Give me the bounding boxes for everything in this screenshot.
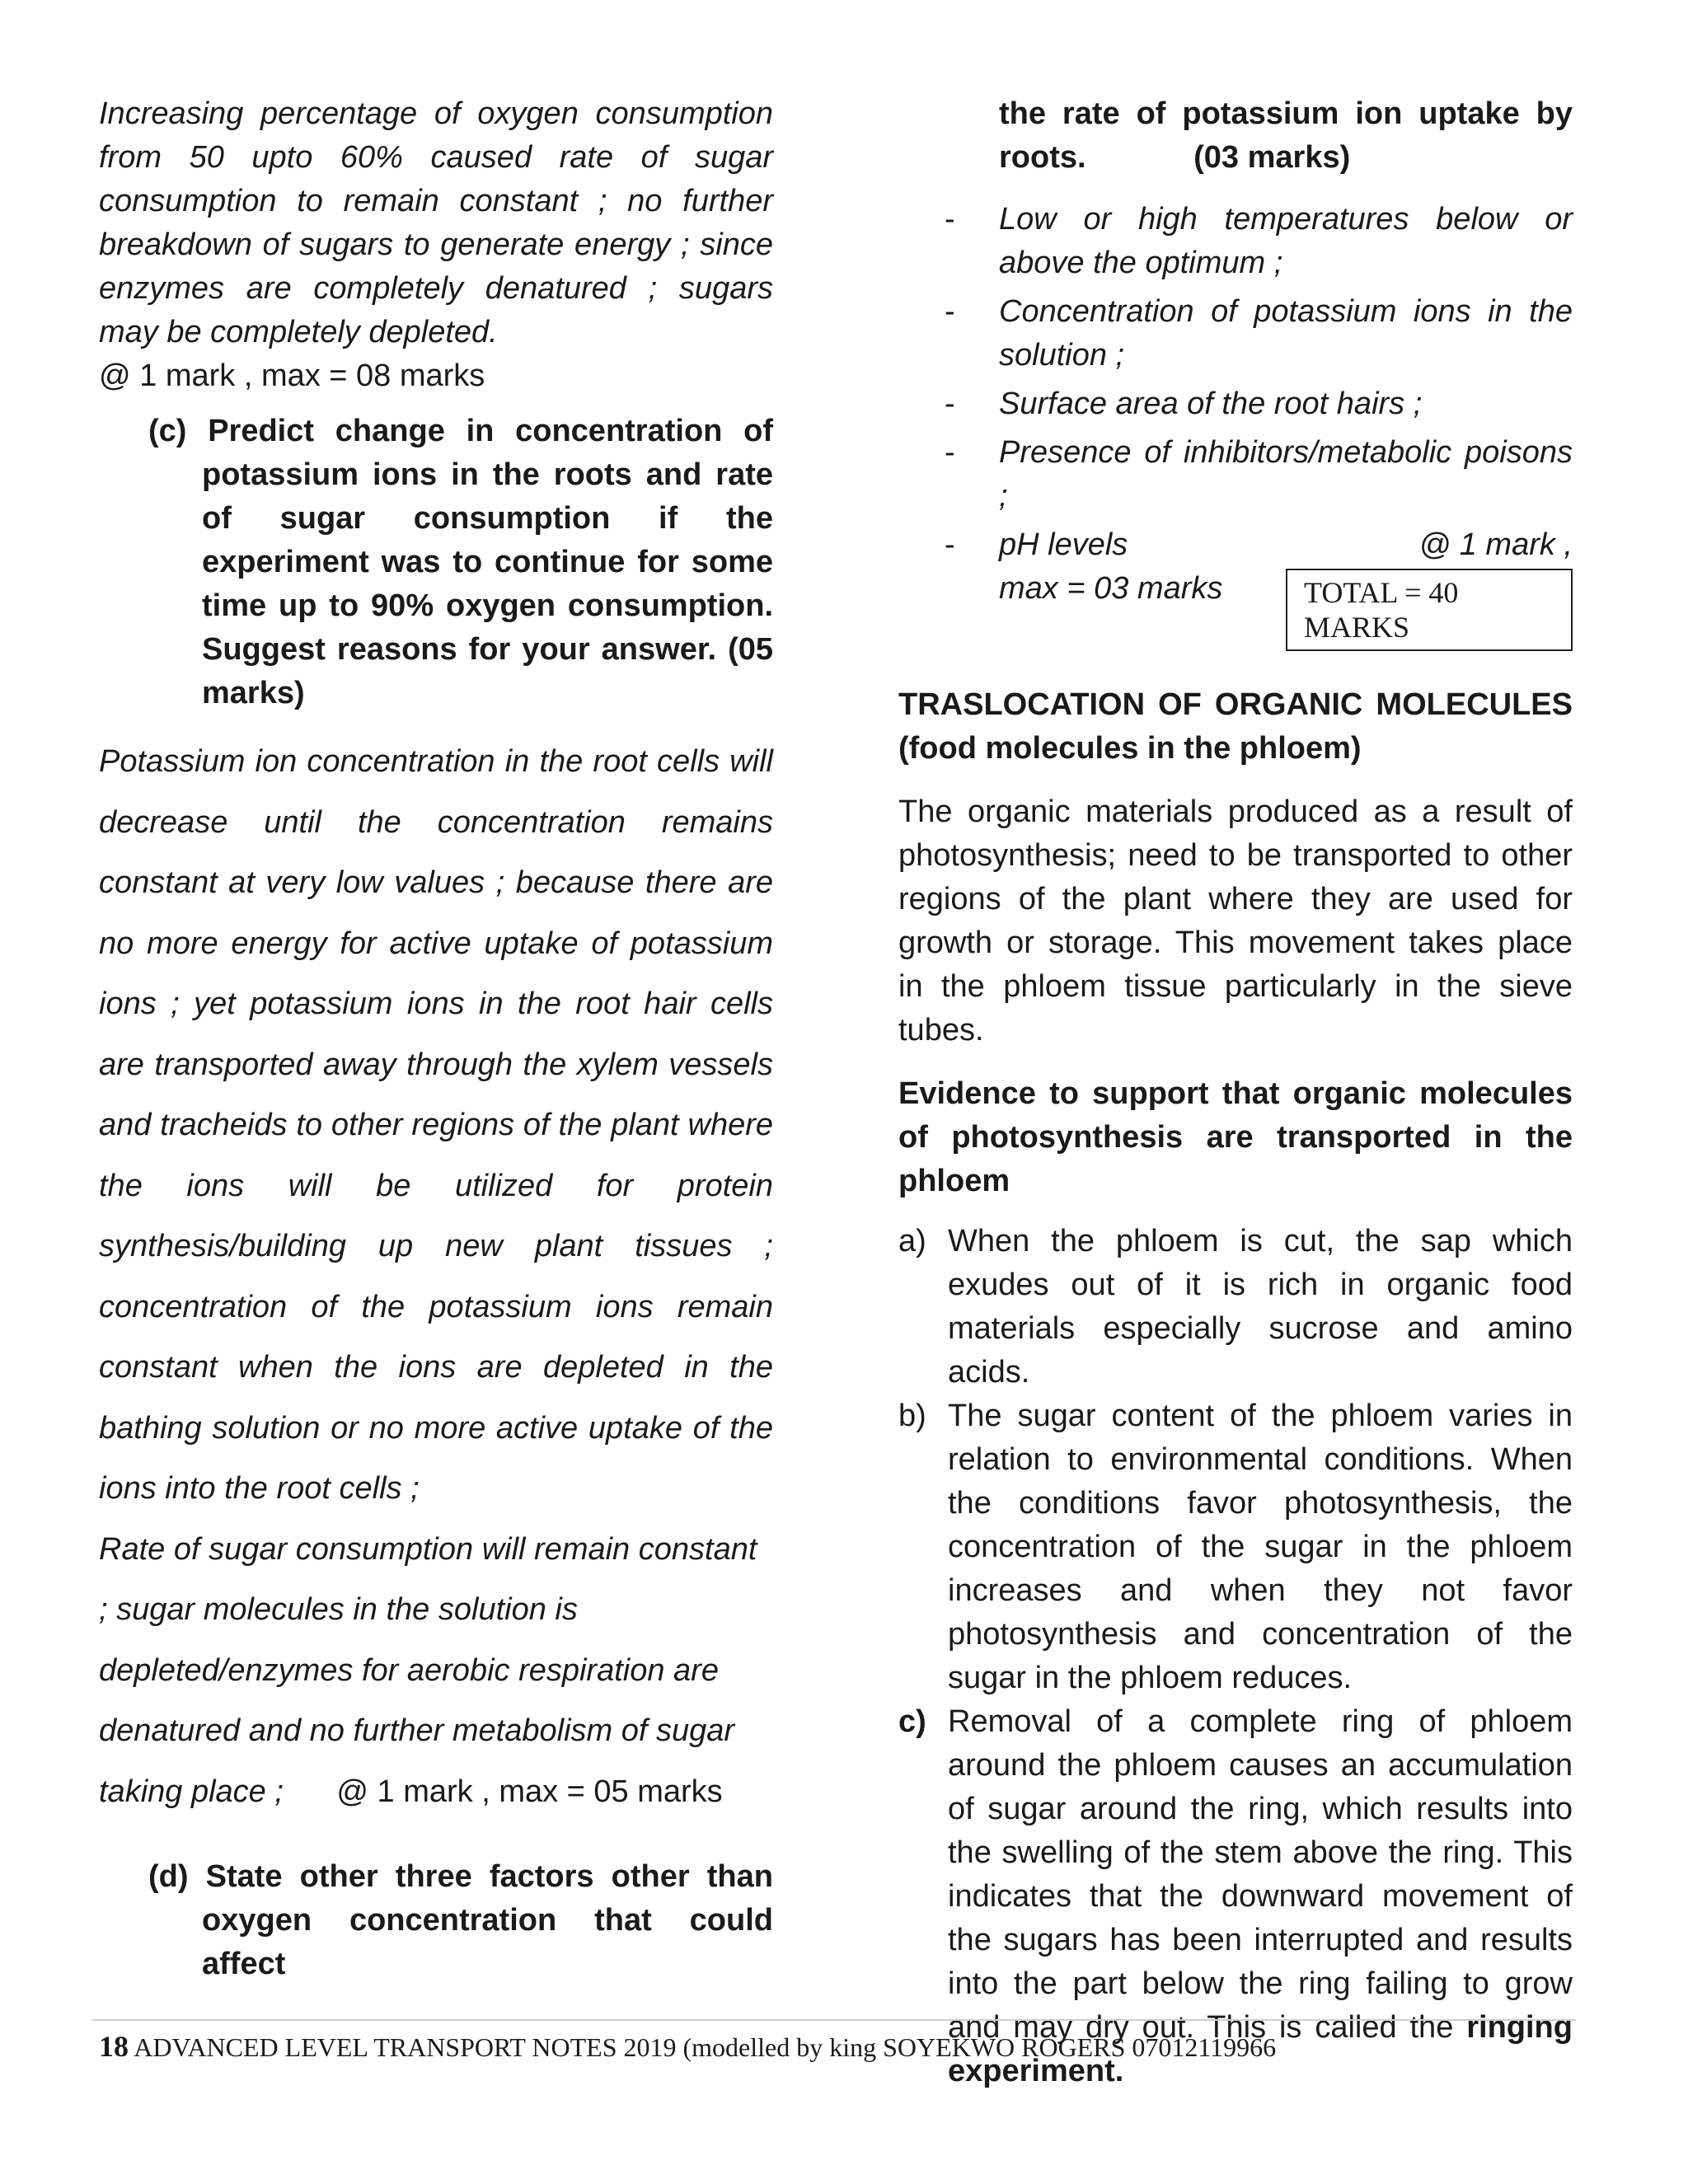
- evidence-item-c: c) Removal of a complete ring of phloem around the phloem causes an accumulation of sugar around the ring, which results into the swelling of the stem above the ring. This indicates that the downward movement of the sugars has been interrupted and results into the part below the ring failing to grow and may dry out. This is called the ringing experiment.: [898, 1704, 1573, 2088]
- page-footer: [99, 2029, 1276, 2064]
- total-marks-box: TOTAL = 40 MARKS: [1286, 569, 1573, 651]
- intro-marks: @ 1 mark , max = 08 marks: [99, 359, 485, 393]
- section-heading: TRASLOCATION OF ORGANIC MOLECULES (food molecules in the phloem): [898, 687, 1573, 766]
- question-d-marks: (03 marks): [1193, 140, 1351, 175]
- factors-list: [898, 198, 1573, 611]
- question-d: (d) State other three factors other than oxygen concentration that could affect: [148, 1859, 773, 1981]
- factor-item: - pH levels @ 1 mark , max = 03 marks: [898, 523, 1573, 611]
- question-d-cont-text: the rate of potassium ion uptake by roots. (03 marks): [999, 96, 1573, 175]
- factor-item: - Presence of inhibitors/metabolic poisons ;: [945, 435, 1573, 513]
- evidence-item-a: a) When the phloem is cut, the sap which exudes out of it is rich in organic food materials especially sucrose and amino acids.: [898, 1224, 1573, 1390]
- ringing-experiment-term: ringing experiment.: [948, 2010, 1573, 2088]
- factor-item: - Low or high temperatures below or above the optimum ;: [945, 202, 1573, 280]
- right-column: [898, 92, 1573, 2093]
- evidence-heading: Evidence to support that organic molecules of photosynthesis are transported in the phloem: [898, 1076, 1573, 1198]
- question-d-continued: [898, 92, 1573, 180]
- intro-answer-text: Increasing percentage of oxygen consumption from 50 upto 60% caused rate of sugar consumption to remain constant ; no further breakdown of sugars to generate energy ; since enzymes are completely denatured ; sugars may be completely depleted.: [99, 96, 773, 349]
- evidence-list: [898, 1220, 1573, 2093]
- footer-text: ADVANCED LEVEL TRANSPORT NOTES 2019 (modelled by king SOYEKWO ROGERS 07012119966: [134, 2032, 1277, 2062]
- factor-item: - Surface area of the root hairs ;: [945, 387, 1423, 421]
- page-number: 18: [99, 2030, 129, 2063]
- left-column: [99, 92, 773, 1986]
- factors-marks-a: @ 1 mark ,: [1418, 527, 1573, 562]
- answer-c-potassium: Potassium ion concentration in the root cells will decrease until the concentration remains constant at very low values ; because there are no more energy for active uptake of potassium ions ; yet potassium ions in the root hair cells are transported away through the xylem vessels and tracheids to other regions of the plant where the ions will be utilized for protein synthesis/building up new plant tissues ; concentration of the potassium ions remain constant when the ions are depleted in the bathing solution or no more active uptake of the ions into the root cells ;: [99, 744, 773, 1506]
- footer-rule: [92, 2019, 1576, 2021]
- answer-c-marks: @ 1 mark , max = 05 marks: [336, 1774, 723, 1809]
- factors-marks-b: max = 03 marks: [999, 571, 1223, 606]
- answer-c-sugar: Rate of sugar consumption will remain constant ; sugar molecules in the solution is depleted/enzymes for aerobic respiration are denatured and no further metabolism of sugar taking place ;: [99, 1531, 757, 1809]
- evidence-item-b: b) The sugar content of the phloem varies in relation to environmental conditions. When the conditions favor photosynthesis, the concentration of the sugar in the phloem increases and when they not favor photosynthesis and concentration of the sugar in the phloem reduces.: [898, 1399, 1573, 1695]
- section-intro: The organic materials produced as a result of photosynthesis; need to be transported to other regions of the plant where they are used for growth or storage. This movement takes place in the phloem tissue particularly in the sieve tubes.: [898, 794, 1573, 1047]
- factor-item: - Concentration of potassium ions in the solution ;: [945, 294, 1573, 373]
- question-c: (c) Predict change in concentration of potassium ions in the roots and rate of sugar consumption if the experiment was to continue for some time up to 90% oxygen consumption. Suggest reasons for your answer. (05 marks): [148, 414, 773, 710]
